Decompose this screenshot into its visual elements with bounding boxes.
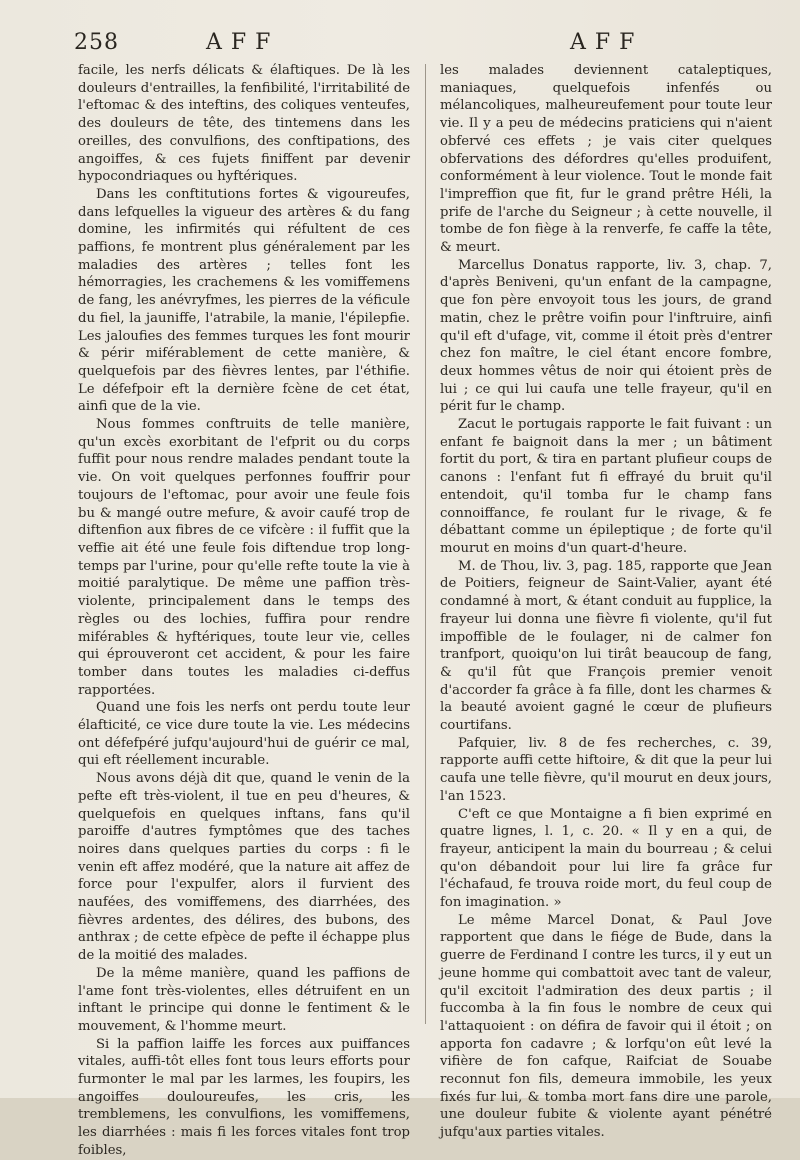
paragraph: Le même Marcel Donat, & Paul Jove rapportent que dans le fiége de Bude, dans la guerre de Ferdinand I contre les turcs, il y eut un jeune homme qui combattoit avec tant de valeur, qu'il excitoit l'admiration des deux partis ; il fuccomba à la fin fous le nombre de ceux qui l'attaquoient : on défira de favoir qui il étoit ; on apporta fon cadavre ; & lorfqu'on eût levé la vifière de fon cafque, Raifciat de Souabe reconnut fon fils, demeura immobile, les yeux fixés fur lui, & tomba mort fans dire une parole, une douleur fubite & violente ayant pénétré jufqu'aux parties vitales. — [440, 912, 772, 1141]
paragraph: Nous fommes conftruits de telle manière, qu'un excès exorbitant de l'efprit ou du corps fuffit pour nous rendre malades pendant toute la vie. On voit quelques perfonnes fouffrir pour toujours de l'eftomac, pour avoir une feule fois bu & mangé outre mefure, & avoir caufé trop de diftenfion aux fibres de ce vifcère : il fuffit que la veffie ait été une feule fois diftendue trop long-temps par l'urine, pour qu'elle refte toute la vie à moitié paralytique. De même une paffion très-violente, principalement dans le temps des règles ou des lochies, fuffira pour rendre miférables & hyftériques, toute leur vie, celles qui éprouveront cet accident, & pour les faire tomber dans toutes les maladies ci-deffus rapportées. — [78, 417, 410, 698]
running-head-left: AFF — [206, 30, 280, 55]
paragraph: C'eft ce que Montaigne a fi bien exprimé en quatre lignes, l. 1, c. 20. « Il y en a qui, de frayeur, anticipent la main du bourreau ; & celui qu'on débandoit pour lui lire fa grâce fur l'échafaud, fe trouva roide mort, du feul coup de fon imagination. » — [440, 806, 772, 911]
paragraph: les malades deviennent cataleptiques, maniaques, quelquefois infenfés ou mélancoliques, malheureufement pour toute leur vie. Il y a peu de médecins praticiens qui n'aient obfervé ces effets ; je vais citer quelques obfervations des défordres qu'elles produifent, conformément à leur violence. Tout le monde fait l'impreffion que fit, fur le grand prêtre Héli, la prife de l'arche du Seigneur ; à cette nouvelle, il tombe de fon fiège à la renverfe, fe caffe la tête, & meurt. — [440, 63, 772, 256]
paragraph: Marcellus Donatus rapporte, liv. 3, chap. 7, d'après Beniveni, qu'un enfant de la campagne, que fon père envoyoit tous les jours, de grand matin, chez le prêtre voifin pour l'inftruire, ainfi qu'il eft d'ufage, vit, comme il étoit près d'entrer chez fon maître, le ciel étant encore fombre, deux hommes vêtus de noir qui étoient près de lui ; ce qui lui caufa une telle frayeur, qu'il en périt fur le champ. — [440, 257, 772, 415]
paragraph: Nous avons déjà dit que, quand le venin de la pefte eft très-violent, il tue en peu d'heures, & quelquefois en quelques inftans, fans qu'il paroiffe d'autres fymptômes que des taches noires dans quelques parties du corps : fi le venin eft affez modéré, que la nature ait affez de force pour l'expulfer, alors il furvient des naufées, des vomiffemens, des diarrhées, des fièvres ardentes, des délires, des bubons, des anthrax ; de cette efpèce de pefte il échappe plus de la moitié des malades. — [78, 771, 410, 964]
right-column — [440, 62, 772, 1142]
paragraph: Quand une fois les nerfs ont perdu toute leur élafticité, ce vice dure toute la vie. Les médecins ont défefpéré jufqu'aujourd'hui de guérir ce mal, qui eft réellement incurable. — [78, 700, 410, 769]
paragraph: Si la paffion laiffe les forces aux puiffances vitales, auffi-tôt elles font tous leurs efforts pour furmonter le mal par les larmes, les foupirs, les angoiffes douloureufes, les cris, les tremblemens, les convulfions, les vomiffemens, les diarrhées : mais fi les forces vitales font trop foibles, — [78, 1036, 410, 1158]
paragraph: Pafquier, liv. 8 de fes recherches, c. 39, rapporte auffi cette hiftoire, & dit que la peur lui caufa une telle fièvre, qu'il mourut en deux jours, l'an 1523. — [440, 735, 772, 804]
paragraph: facile, les nerfs délicats & élaftiques. De là les douleurs d'entrailles, la fenfibilité, l'irritabilité de l'eftomac & des inteftins, des coliques venteufes, des douleurs de tête, des tintemens dans les oreilles, des convulfions, des conftipations, des angoiffes, & ces fujets finiffent par devenir hypocondriaques ou hyftériques. — [78, 63, 410, 185]
paragraph: Zacut le portugais rapporte le fait fuivant : un enfant fe baignoit dans la mer ; un bâtiment fortit du port, & tira en partant plufieur coups de canons : l'enfant fut fi effrayé du bruit qu'il entendoit, qu'il tomba fur le champ fans connoiffance, fe roulant fur le rivage, & fe débattant comme un épileptique ; de forte qu'il mourut en moins d'un quart-d'heure. — [440, 417, 772, 556]
column-divider — [425, 64, 426, 1024]
left-column — [78, 62, 410, 1160]
paragraph: Dans les conftitutions fortes & vigoureufes, dans lefquelles la vigueur des artères & du fang domine, les infirmités qui réfultent de ces paffions, fe montrent plus généralement par les maladies des artères ; telles font les hémorragies, les crachemens & les vomiffemens de fang, les anévryfmes, les pierres de la véficule du fiel, la jauniffe, l'atrabile, la manie, l'épilepfie. Les jaloufies des femmes turques les font mourir & périr miférablement de cette manière, & quelquefois par des fièvres lentes, par l'éthifie. Le défefpoir eft la dernière fcène de cet état, ainfi que de la vie. — [78, 186, 410, 415]
paragraph: De la même manière, quand les paffions de l'ame font très-violentes, elles détruifent en un inftant le principe qui donne le fentiment & le mouvement, & l'homme meurt. — [78, 965, 410, 1034]
page-header — [74, 22, 760, 62]
page-number: 258 — [74, 30, 119, 55]
paragraph: M. de Thou, liv. 3, pag. 185, rapporte que Jean de Poitiers, feigneur de Saint-Valier, ayant été condamné à mort, & étant conduit au fupplice, la frayeur lui donna une fièvre fi violente, qu'il fut impoffible de le foulager, ni de calmer fon tranfport, quoiqu'on lui tirât beaucoup de fang, & qu'il fût que François premier venoit d'accorder fa grâce à fa fille, dont les charmes & la beauté avoient gagné le cœur de plufieurs courtifans. — [440, 558, 772, 734]
running-head-right: AFF — [570, 30, 644, 55]
